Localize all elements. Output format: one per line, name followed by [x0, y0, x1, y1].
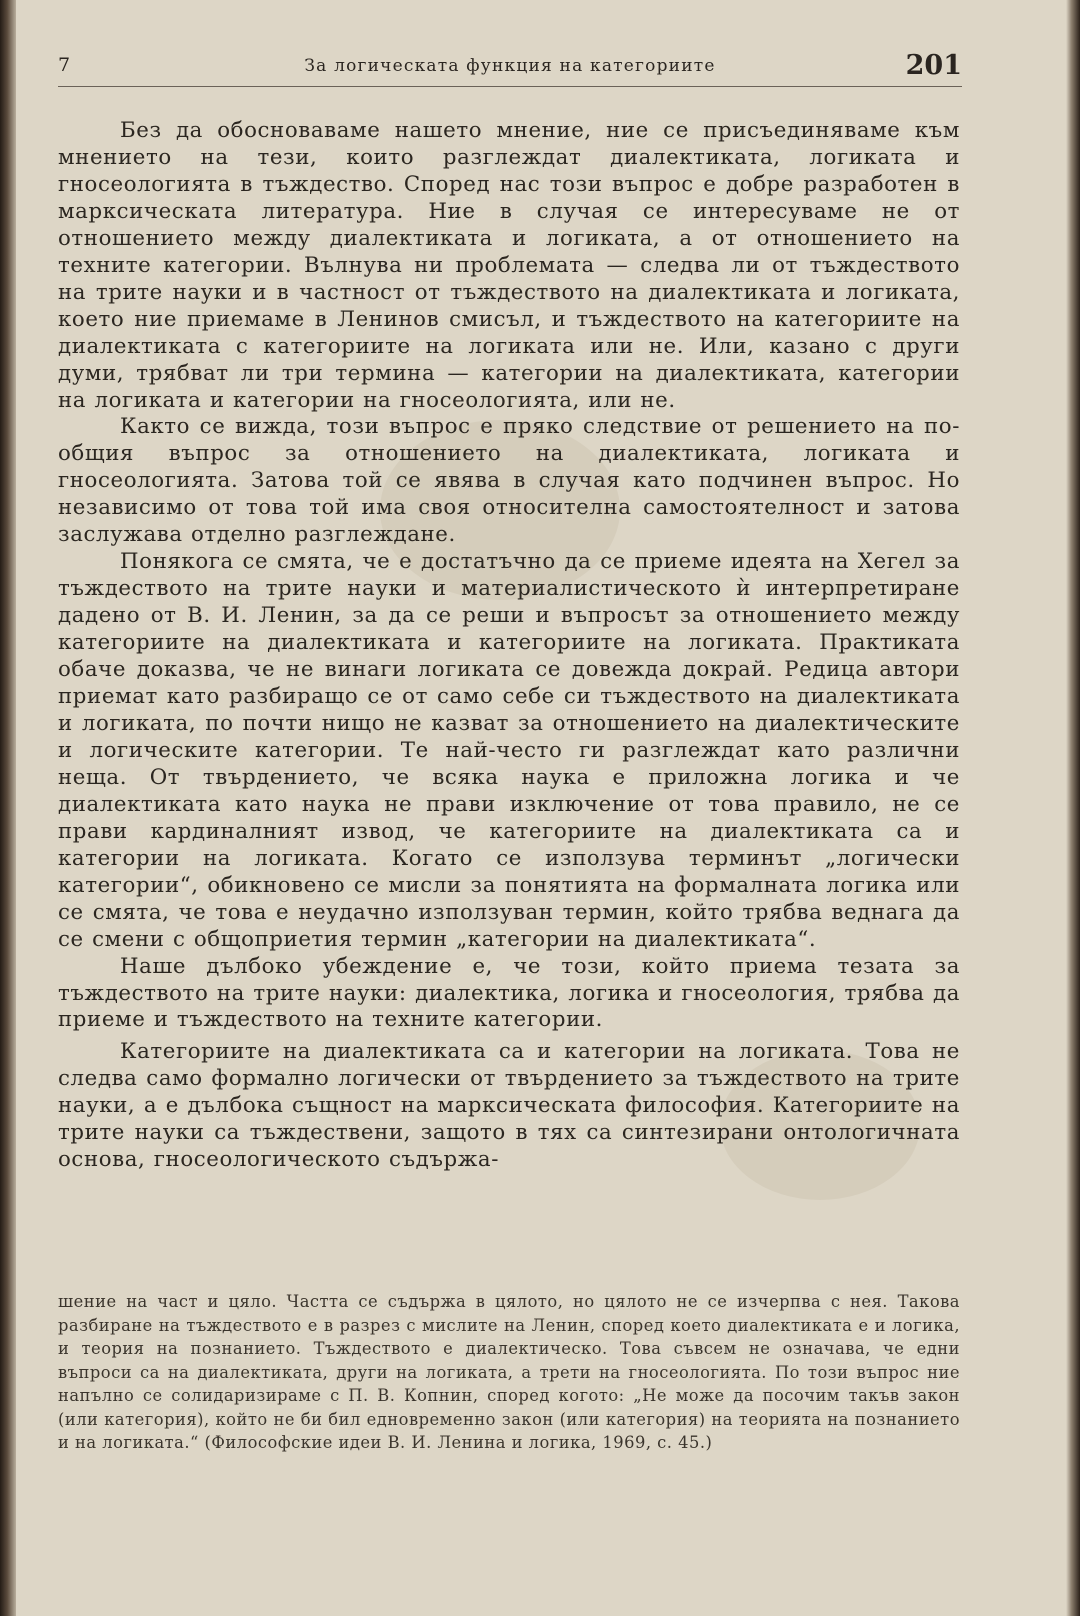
paragraph: Без да обосноваваме нашето мнение, ние се присъединяваме към мнението на тези, които разглеждат диалектиката, логиката и гносеологията в тъждество. Според нас този въпрос е добре разработен в марксическата литература. Ние в случая се интересуваме не от отношението между диалектиката и логиката, а от отношението на техните категории. Вълнува ни проблемата — следва ли от тъждеството на трите науки и в частност от тъждеството на диалектиката и логиката, което ние приемаме в Ленинов смисъл, и тъждеството на категориите на диалектиката с категориите на логиката или не. Или, казано с други думи, трябват ли три термина — категории на диалектиката, категории на логиката и категории на гносеологията, или не.: [58, 118, 960, 413]
running-title: За логическата функция на категориите: [304, 56, 716, 76]
paragraph: Понякога се смята, че е достатъчно да се приеме идеята на Хегел за тъждеството на трите науки и материалистическото ѝ интерпретиране дадено от В. И. Ленин, за да се реши и въпросът за отношението между категориите на диалектиката и категориите на логиката. Практиката обаче доказва, че не винаги логиката се довежда докрай. Редица автори приемат като разбиращо се от само себе си тъждеството на диалектиката и логиката, по почти нищо не казват за отношението на диалектическите и логическите категории. Те най-често ги разглеждат като различни неща. От твърдението, че всяка наука е приложна логика и че диалектиката като наука не прави изключение от това правило, не се прави кардиналният извод, че категориите на диалектиката са и категории на логиката. Когато се използува терминът „логически категории“, обикновено се мисли за понятията на формалната логика или се смята, че това е неудачно използуван термин, който трябва веднага да се смени с общоприетия термин „категории на диалектиката“.: [58, 549, 960, 952]
section-number: 7: [58, 54, 71, 76]
binding-edge: [0, 0, 16, 1616]
paragraph: Както се вижда, този въпрос е пряко следствие от решението на по-общия въпрос за отношението на диалектиката, логиката и гносеологията. Затова той се явява в случая като подчинен въпрос. Но независимо от това той има своя относителна самостоятелност и затова заслужава отделно разглеждане.: [58, 414, 960, 548]
paragraph: Категориите на диалектиката са и категории на логиката. Това не следва само формално логически от твърдението за тъждеството на трите науки, а е дълбока същност на марксическата философия. Категориите на трите науки са тъждествени, защото в тях са синтезирани онтологичната основа, гносеологическото съдържа-: [58, 1039, 960, 1173]
main-text: [58, 118, 960, 1174]
running-header: [58, 52, 962, 88]
page-number: 201: [905, 50, 962, 81]
header-rule: [58, 86, 962, 87]
footnote-text: шение на част и цяло. Частта се съдържа в цялото, но цялото не се изчерпва с нея. Такова разбиране на тъждеството е в разрез с мислите на Ленин, според което диалектиката е и логика, и теория на познанието. Тъждеството е диалектическо. Това съвсем не означава, че едни въпроси са на диалектиката, други на логиката, а трети на гносеологията. По този въпрос ние напълно се солидаризираме с П. В. Копнин, според когото: „Не може да посочим такъв закон (или категория), който не би бил едновременно закон (или категория) на теорията на познанието и на логиката.“ (Философские идеи В. И. Ленина и логика, 1969, с. 45.): [58, 1292, 960, 1452]
footnote: [58, 1290, 960, 1455]
paragraph: Наше дълбоко убеждение е, че този, който приема тезата за тъждеството на трите науки: диалектика, логика и гносеология, трябва да приеме и тъждеството на техните категории.: [58, 953, 960, 1033]
page-edge: [1066, 0, 1080, 1616]
